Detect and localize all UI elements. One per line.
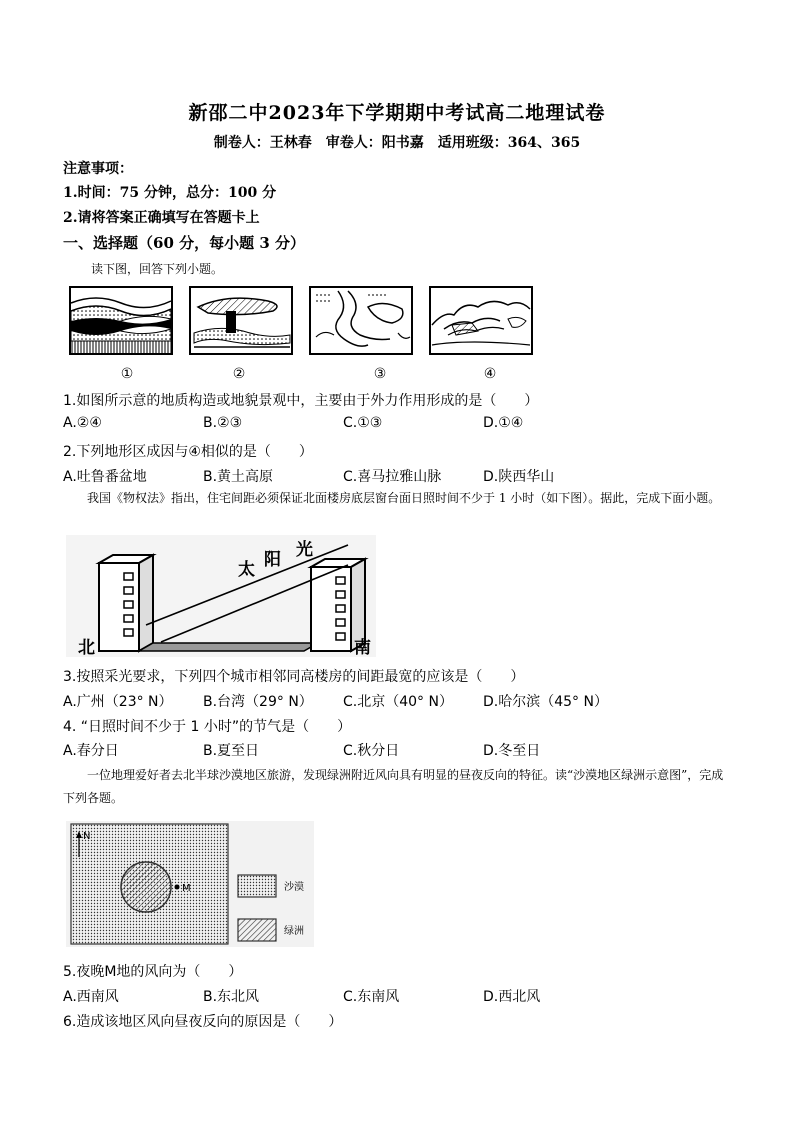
q4-option-b: B.夏至日	[203, 743, 260, 759]
sunlight-figure	[66, 535, 376, 657]
q5-option-c: C.东南风	[343, 989, 400, 1005]
section-heading: 一、选择题（60 分，每小题 3 分）	[63, 234, 305, 252]
figure-label-4: ④	[483, 366, 497, 382]
point-m	[175, 885, 180, 890]
south-label: 南	[354, 638, 371, 657]
q1-option-d: D.①④	[483, 415, 524, 431]
q5-option-b: B.东北风	[203, 989, 260, 1005]
q3-option-c: C.北京（40° N）	[343, 694, 453, 710]
q4-option-d: D.冬至日	[483, 743, 541, 759]
notes-item-1: 1.时间：75 分钟，总分：100 分	[63, 185, 277, 201]
notes-heading: 注意事项：	[63, 161, 133, 177]
north-building	[99, 555, 153, 651]
figure-label-2: ②	[232, 366, 246, 382]
question-4: 4. “日照时间不少于 1 小时”的节气是（ ）	[63, 719, 352, 735]
page-title: 新邵二中2023年下学期期中考试高二地理试卷	[188, 102, 606, 124]
q2-option-a: A.吐鲁番盆地	[63, 469, 147, 485]
question-6: 6.造成该地区风向昼夜反向的原因是（ ）	[63, 1014, 343, 1030]
figure-label-1: ①	[120, 366, 134, 382]
figure-panel-4	[430, 287, 532, 354]
q1-option-b: B.②③	[203, 415, 243, 431]
legend-oasis-label: 绿洲	[284, 926, 304, 937]
q4-option-c: C.秋分日	[343, 743, 400, 759]
q3-option-b: B.台湾（29° N）	[203, 694, 313, 710]
intro-1: 读下图，回答下列小题。	[91, 262, 224, 276]
legend-desert-swatch	[238, 875, 276, 897]
question-3: 3.按照采光要求，下列四个城市相邻同高楼房的间距最宽的应该是（ ）	[63, 669, 525, 685]
sun-label-2: 阳	[264, 550, 281, 570]
figure-panel-1	[70, 287, 172, 354]
sun-label-1: 太	[238, 560, 255, 580]
q1-option-c: C.①③	[343, 415, 383, 431]
notes-item-2: 2.请将答案正确填写在答题卡上	[63, 210, 260, 226]
q2-option-b: B.黄土高原	[203, 469, 274, 485]
q5-option-d: D.西北风	[483, 989, 541, 1005]
q5-option-a: A.西南风	[63, 989, 119, 1005]
question-5: 5.夜晚M地的风向为（ ）	[63, 964, 243, 980]
q3-option-a: A.广州（23° N）	[63, 694, 173, 710]
oasis-figure	[66, 821, 314, 947]
question-1: 1.如图所示意的地质构造或地貌景观中，主要由于外力作用形成的是（ ）	[63, 393, 539, 409]
intro-3: 一位地理爱好者去北半球沙漠地区旅游，发现绿洲附近风向具有明显的昼夜反向的特征。读“沙漠地区绿洲示意图”，完成下列各题。	[63, 768, 724, 805]
figure-panel-2	[190, 287, 292, 354]
legend-desert-label: 沙漠	[284, 882, 304, 893]
q1-option-a: A.②④	[63, 415, 102, 431]
q4-option-a: A.春分日	[63, 743, 119, 759]
figure-panel-3	[310, 287, 412, 354]
point-m-label: M	[182, 883, 191, 894]
q2-option-c: C.喜马拉雅山脉	[343, 469, 442, 485]
geology-figure	[68, 285, 538, 357]
oasis-circle	[121, 862, 171, 912]
page-subtitle: 制卷人：王林春 审卷人：阳书嘉 适用班级：364、365	[213, 135, 581, 151]
legend-oasis-swatch	[238, 919, 276, 941]
question-2: 2.下列地形区成因与④相似的是（ ）	[63, 444, 313, 460]
q3-option-d: D.哈尔滨（45° N）	[483, 694, 608, 710]
sun-label-3: 光	[296, 540, 313, 560]
intro-2: 我国《物权法》指出，住宅间距必须保证北面楼房底层窗台面日照时间不少于 1 小时（如下图）。据此，完成下面小题。	[87, 491, 721, 505]
north-label: 北	[78, 638, 95, 657]
figure-label-3: ③	[373, 366, 387, 382]
q2-option-d: D.陕西华山	[483, 469, 555, 485]
north-arrow-label: N	[83, 831, 91, 842]
